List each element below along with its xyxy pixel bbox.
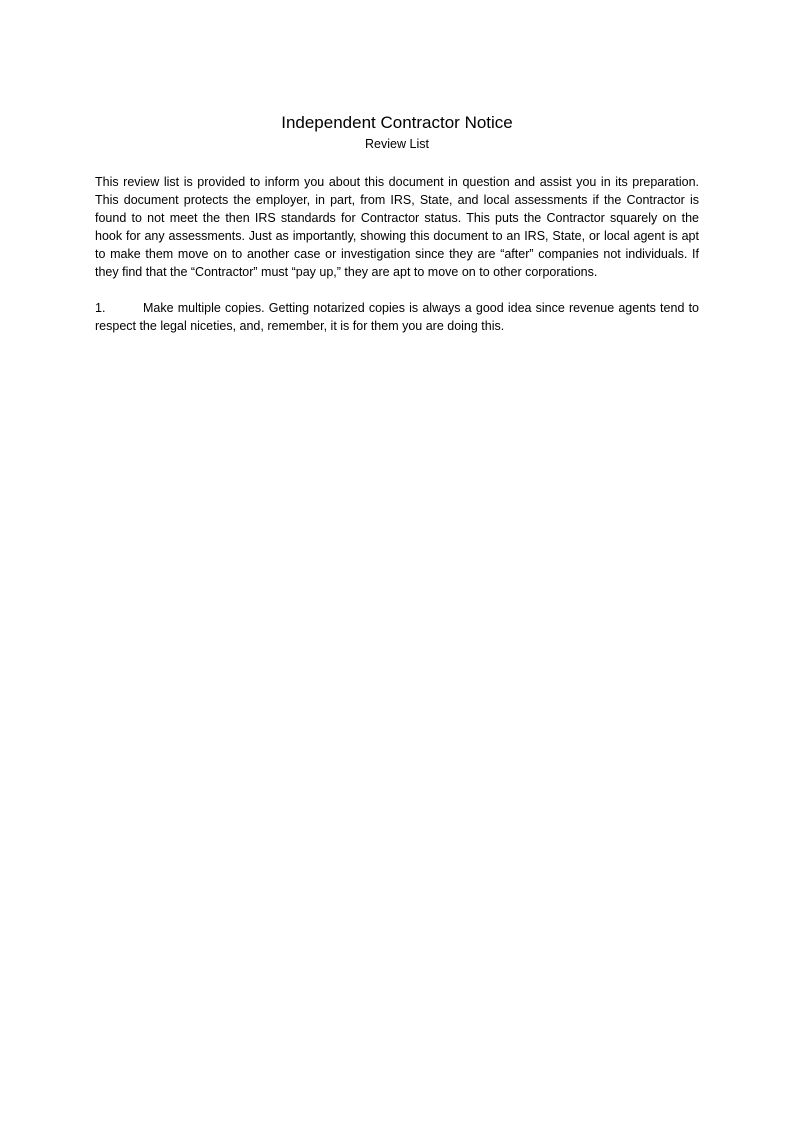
list-item	[95, 299, 699, 335]
intro-paragraph: This review list is provided to inform you about this document in question and assist you in its preparation. This document protects the employer, in part, from IRS, State, and local assessments if the Contractor is found to not meet the then IRS standards for Contractor status. This puts the Contractor squarely on the hook for any assessments. Just as importantly, showing this document to an IRS, State, or local agent is apt to make them move on to another case or investigation since they are “after” companies not individuals. If they find that the “Contractor” must “pay up,” they are apt to move on to other corporations.	[95, 175, 699, 279]
list-item-number: 1.	[95, 301, 106, 315]
document-title: Independent Contractor Notice	[281, 113, 513, 132]
document-content	[95, 112, 699, 335]
list-item-text: Make multiple copies. Getting notarized copies is always a good idea since revenue agents tend to respect the legal niceties, and, remember, it is for them you are doing this.	[95, 301, 699, 333]
document-subtitle: Review List	[365, 137, 429, 151]
